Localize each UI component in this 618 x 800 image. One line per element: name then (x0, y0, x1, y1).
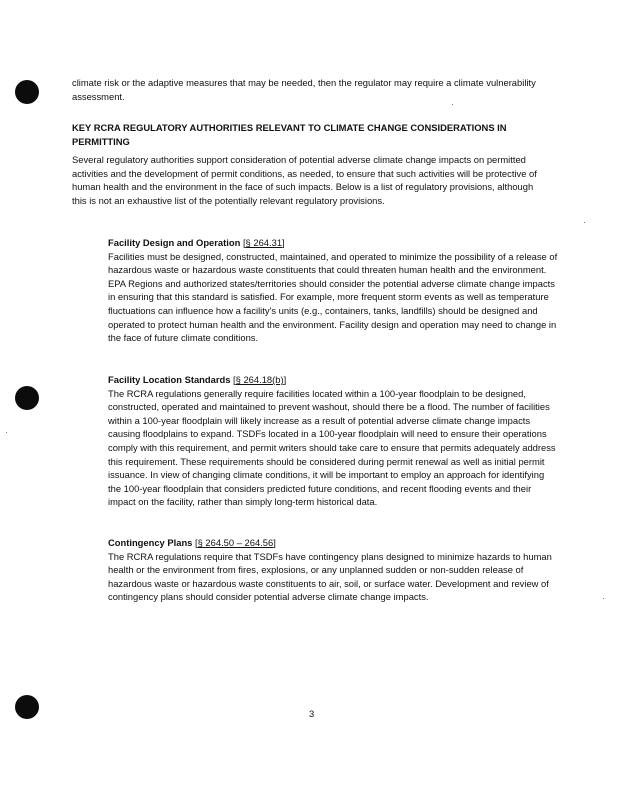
close-bracket: ] (273, 537, 276, 548)
section-body: The RCRA regulations require that TSDFs have contingency plans designed to minimize hazards to human health or the environment from fires, explosions, or any unplanned sudden or non-sudden release of hazardous waste or hazardous waste constituents to air, soil, or surface water. Development and review of contingency plans should consider potential adverse climate change impacts. (108, 550, 552, 603)
close-bracket: ] (283, 374, 287, 385)
section-heading: KEY RCRA REGULATORY AUTHORITIES RELEVANT TO CLIMATE CHANGE CONSIDERATIONS IN PERMITTING (72, 122, 507, 147)
page-number: 3 (309, 708, 315, 719)
section-body: The RCRA regulations generally require facilities located within a 100-year floodplain to be designed, constructed, operated and maintained to prevent washout, should there be a flood. The number of facilities within a 100-year floodplain will likely increase as a result of potential adverse climate change impacts causing floodplains to expand. TSDFs located in a 100-year floodplain will need to ensure their operations comply with this requirement, and permit writers should take care to ensure that permits adequately address this requirement. These requirements should be considered during permit renewal as well as initial permit issuance. In view of changing climate conditions, it will be important to employ an approach for identifying the 100-year floodplain that considers predicted future conditions, and recent flooding events and their impact on the facility, rather than simply long-term historical data. (108, 387, 556, 508)
section-contingency-plans (108, 536, 558, 604)
section-header (108, 373, 558, 387)
scan-speck (603, 598, 604, 599)
section-facility-location (108, 373, 558, 509)
intro-paragraph: Several regulatory authorities support consideration of potential adverse climate change impacts on permitted activities and the development of permit conditions, as needed, to ensure that such activities will be protective of human health and the environment in the face of such impacts. Below is a list of regulatory provisions, although this is not an exhaustive list of the potentially relevant regulatory provisions. (72, 154, 537, 206)
open-bracket: [ (195, 537, 198, 548)
citation-link[interactable]: § 264.50 – 264.56 (197, 537, 274, 548)
punch-hole-bottom (15, 695, 39, 719)
punch-hole-middle (15, 386, 39, 410)
punch-hole-top (15, 80, 39, 104)
section-facility-design (108, 236, 558, 345)
section-body: Facilities must be designed, constructed, maintained, and operated to minimize the possibility of a release of hazardous waste or hazardous waste constituents that could threaten human health and the environment. EPA Regions and authorized states/territories should consider the potential adverse climate change impacts in ensuring that this standard is satisfied. For example, more frequent storm events as well as temperature fluctuations can influence how a facility's units (e.g., containers, tanks, landfills) should be designed and operated to protect human health and the environment. Facility design and operation may need to change in the face of future climate conditions. (108, 250, 558, 344)
section-title: Contingency Plans (108, 537, 193, 548)
close-bracket: ] (282, 237, 285, 248)
open-bracket: [ (233, 374, 236, 385)
citation-link[interactable]: § 264.18(b) (235, 374, 284, 385)
scan-speck (6, 432, 7, 433)
citation-link[interactable]: § 264.31 (245, 237, 283, 248)
intro-continuation: climate risk or the adaptive measures that may be needed, then the regulator may require a climate vulnerability assessment. (72, 77, 536, 102)
open-bracket: [ (242, 237, 246, 248)
scan-speck (584, 222, 585, 223)
scan-speck (452, 104, 453, 105)
section-header (108, 536, 558, 550)
section-header (108, 236, 558, 250)
section-title: Facility Design and Operation (108, 237, 241, 248)
section-title: Facility Location Standards (108, 374, 231, 385)
